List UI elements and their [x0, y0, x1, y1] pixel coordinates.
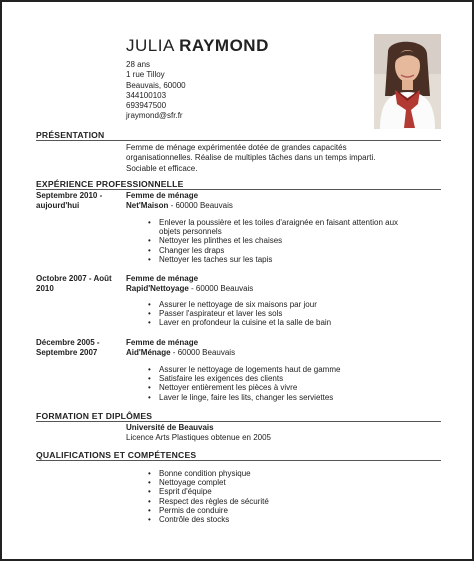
experience-heading: EXPÉRIENCE PROFESSIONNELLE: [36, 179, 184, 189]
first-name: JULIA: [126, 36, 174, 55]
list-item: • Changer les draps: [148, 246, 448, 255]
job-2-dates: [36, 274, 122, 295]
job-1-dates: [36, 191, 122, 212]
job-1-tasks: [148, 218, 448, 264]
job-date-line: Septembre 2007: [36, 348, 98, 358]
job-3-dates: [36, 338, 122, 359]
job-date-line: aujourd'hui: [36, 201, 80, 211]
contact-age: 28 ans: [126, 60, 151, 69]
job-date-line: Octobre 2007 - Août: [36, 274, 112, 283]
presentation-heading: PRÉSENTATION: [36, 130, 105, 140]
job-2-title: [126, 274, 253, 295]
list-item: • Bonne condition physique: [148, 469, 448, 478]
job-date-line: Décembre 2005 -: [36, 338, 100, 347]
list-item-text: objets personnels: [159, 227, 222, 237]
list-item: [148, 227, 448, 236]
contact-city: Beauvais, 60000: [126, 80, 186, 90]
candidate-name: [126, 36, 269, 56]
job-date-line: Septembre 2010 -: [36, 191, 103, 200]
education-degree: Licence Arts Plastiques obtenue en 2005: [126, 433, 271, 443]
job-2-tasks: [148, 300, 448, 328]
list-item: • Nettoyage complet: [148, 478, 448, 487]
list-item: • Laver le linge, faire les lits, changer les serviettes: [148, 393, 448, 402]
list-item: • Esprit d'équipe: [148, 487, 448, 496]
education-school: Université de Beauvais: [126, 423, 214, 432]
job-1-title: [126, 191, 233, 212]
list-item: • Assurer le nettoyage de logements haut de gamme: [148, 365, 448, 374]
contact-block: [126, 60, 186, 122]
contact-phone-2: 693947500: [126, 101, 167, 111]
list-item: • Laver en profondeur la cuisine et la salle de bain: [148, 318, 448, 327]
presentation-text: [126, 143, 375, 174]
job-role: Femme de ménage: [126, 274, 199, 283]
job-company: Rapid'Nettoyage: [126, 284, 189, 294]
experience-divider: [36, 189, 441, 190]
list-item: • Contrôle des stocks: [148, 515, 448, 524]
list-item: • Nettoyer les plinthes et les chaises: [148, 236, 448, 245]
education-divider: [36, 421, 441, 422]
last-name: RAYMOND: [179, 36, 269, 55]
presentation-divider: [36, 140, 441, 141]
job-company: Net'Maison: [126, 201, 169, 211]
qualifications-heading: QUALIFICATIONS ET COMPÉTENCES: [36, 450, 197, 460]
list-item: • Satisfaire les exigences des clients: [148, 374, 448, 383]
list-item: • Enlever la poussière et les toiles d'araignée en faisant attention aux: [148, 218, 448, 227]
job-3-tasks: [148, 365, 448, 402]
qualifications-list: [148, 469, 448, 524]
qualifications-divider: [36, 460, 441, 461]
job-role: Femme de ménage: [126, 191, 199, 200]
education-entry: [126, 423, 271, 444]
portrait-image: [374, 34, 441, 129]
contact-email: jraymond@sfr.fr: [126, 111, 183, 121]
list-item: • Assurer le nettoyage de six maisons par jour: [148, 300, 448, 309]
list-item: • Permis de conduire: [148, 506, 448, 515]
profile-photo: [374, 34, 441, 129]
presentation-line: Sociable et efficace.: [126, 163, 198, 173]
education-heading: FORMATION ET DIPLÔMES: [36, 411, 153, 421]
contact-street: 1 rue Tilloy: [126, 70, 165, 80]
job-company: Aid'Ménage: [126, 348, 171, 358]
list-item: • Respect des règles de sécurité: [148, 497, 448, 506]
presentation-line: organisationnelles. Réalise de multiples tâches dans un temps imparti.: [126, 153, 376, 163]
job-location: - 60000 Beauvais: [170, 348, 236, 358]
contact-phone-1: 344100103: [126, 90, 167, 100]
presentation-line: Femme de ménage expérimentée dotée de grandes capacités: [126, 143, 347, 152]
list-item: • Nettoyer les taches sur les tapis: [148, 255, 448, 264]
job-role: Femme de ménage: [126, 338, 199, 347]
job-3-title: [126, 338, 235, 359]
job-date-line: 2010: [36, 284, 54, 294]
job-location: - 60000 Beauvais: [188, 284, 254, 294]
job-location: - 60000 Beauvais: [168, 201, 233, 211]
list-item: • Nettoyer entièrement les pièces à vivre: [148, 383, 448, 392]
list-item: • Passer l'aspirateur et laver les sols: [148, 309, 448, 318]
